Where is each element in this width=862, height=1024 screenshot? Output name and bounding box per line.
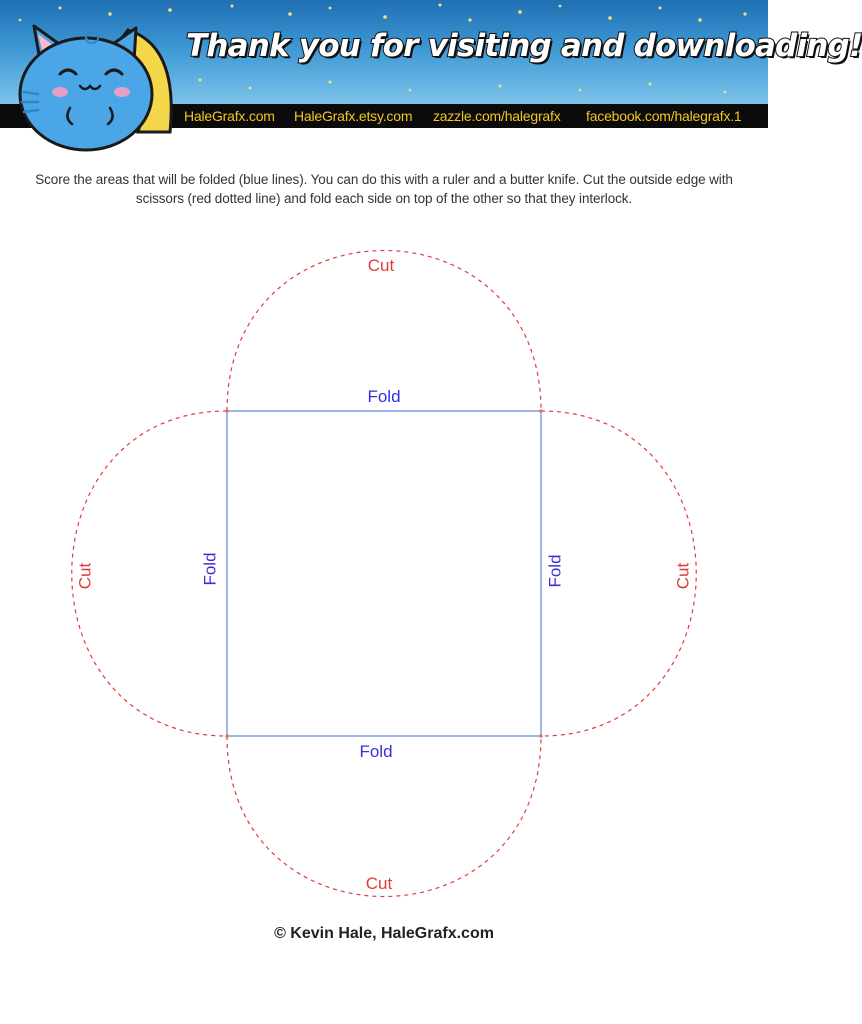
header-title: Thank you for visiting and downloading! [186, 28, 862, 64]
copyright-notice: © Kevin Hale, HaleGrafx.com [274, 925, 494, 942]
fold-label-left: Fold [200, 552, 220, 586]
cut-label-bottom: Cut [365, 874, 393, 893]
cut-label-right: Cut [673, 562, 693, 590]
link-halegrafx-site[interactable]: HaleGrafx.com [184, 108, 275, 124]
cat-mascot-icon [10, 22, 178, 132]
link-zazzle[interactable]: zazzle.com/halegrafx [433, 108, 561, 124]
cut-label-top: Cut [367, 256, 395, 275]
link-etsy[interactable]: HaleGrafx.etsy.com [294, 108, 413, 124]
fold-label-bottom: Fold [359, 742, 393, 761]
link-facebook[interactable]: facebook.com/halegrafx.1 [586, 108, 742, 124]
box-lid-template [0, 230, 768, 910]
header-banner [0, 0, 862, 130]
instructions-text: Score the areas that will be folded (blue lines). You can do this with a ruler and a butter knife. Cut the outside edge with scissors (red dotted line) and fold each side on top of the other so that they interlock. [35, 172, 733, 206]
cut-label-left: Cut [75, 562, 95, 590]
cut-lines [72, 251, 697, 897]
fold-label-top: Fold [367, 387, 401, 406]
fold-label-right: Fold [545, 554, 565, 588]
fold-square [227, 411, 541, 736]
